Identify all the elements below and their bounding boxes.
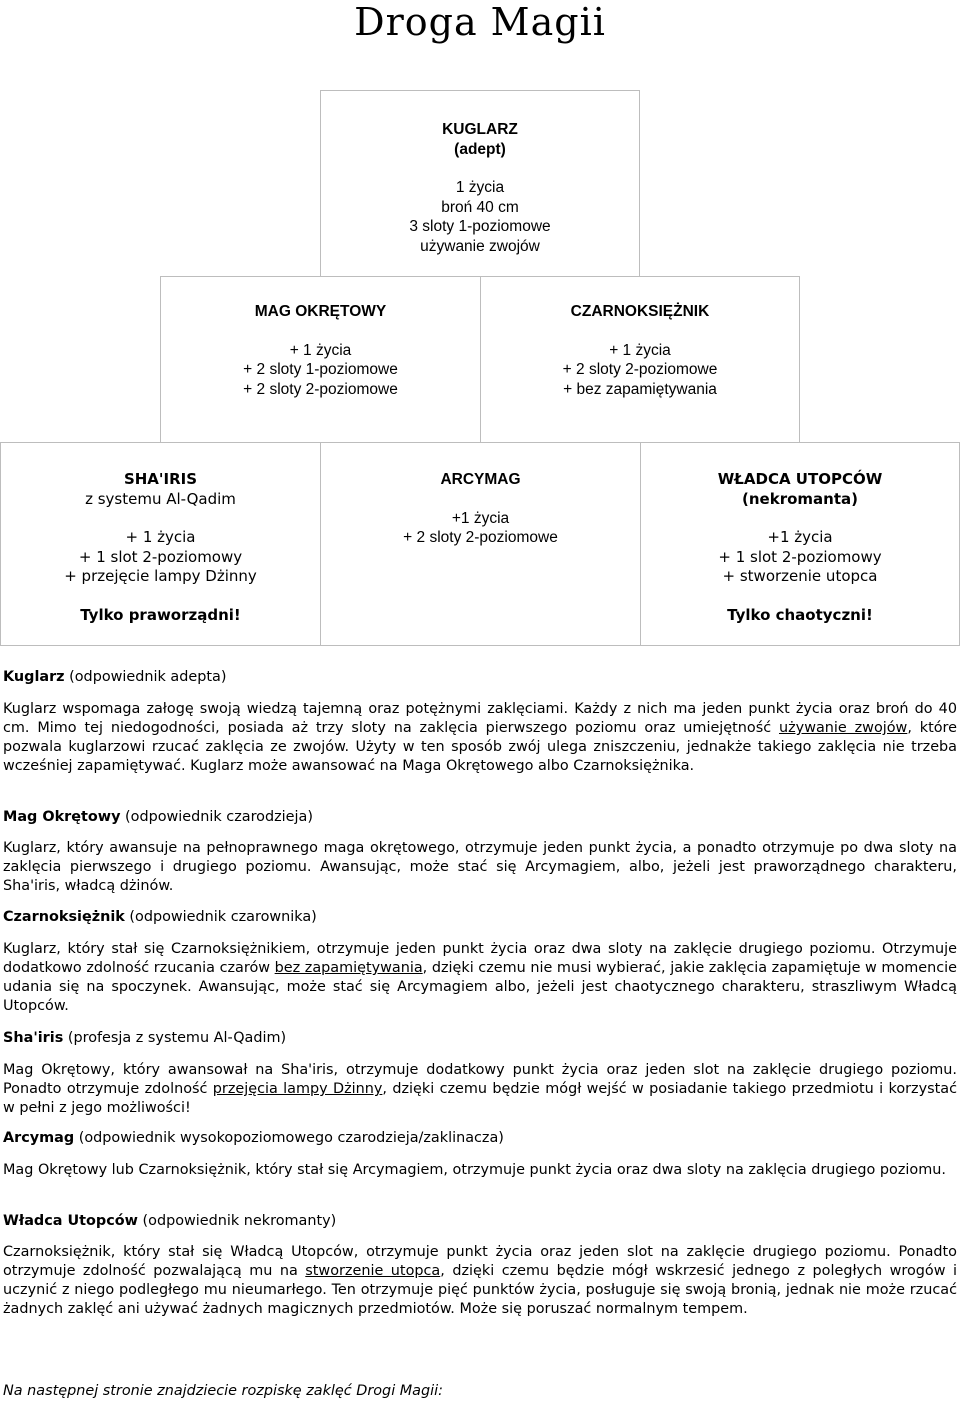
paragraph-text: Kuglarz wspomaga załogę swoją wiedzą tajemną oraz potężnymi zaklęciami. Każdy z nich ma jeden punkt życia oraz broń do 40 cm. Mimo tej niedogodności, posiada aż trzy sloty na zaklęcia pierwszego poziomu oraz umiejętność <box>3 701 957 736</box>
stat-line: + 1 slot 2-poziomowy <box>78 547 243 566</box>
stat-line: broń 40 cm <box>441 198 519 216</box>
stat-line: +1 życia <box>767 528 833 546</box>
section-body-czarnoksieznik <box>3 940 957 1016</box>
stat-line: + 1 życia <box>125 528 196 546</box>
class-name: MAG OKRĘTOWY <box>254 303 387 320</box>
class-box-kuglarz <box>320 90 640 277</box>
heading-name: Sha'iris <box>3 1030 64 1046</box>
stat-line: + 2 sloty 2-poziomowe <box>243 380 398 398</box>
section-body-wladca <box>3 1243 957 1319</box>
alignment-note: Tylko praworządni! <box>80 605 241 624</box>
paragraph-text: , które pozwala kuglarzowi rzucać zaklęcia ze zwojów. Użyty w ten sposób zwój ulega zniszczeniu, jednakże takiego zaklęcia nie trzeba wcześniej zapamiętywać. Kuglarz może awansować na Maga Okrętowego albo Czarnoksiężnika. <box>3 720 958 774</box>
stat-line: + 2 sloty 1-poziomowe <box>243 361 398 378</box>
class-subtitle: z systemu Al-Qadim <box>85 489 236 508</box>
paragraph-text: Czarnoksiężnik, który stał się Władcą Utopców, otrzymuje punkt życia oraz jeden slot na zaklęcie drugiego poziomu. Ponadto otrzymuje zdolność pozwalającą mu na <box>3 1244 957 1279</box>
footer-note: Na następnej stronie znajdziecie rozpiskę zaklęć Drogi Magii: <box>3 1383 443 1399</box>
section-heading-kuglarz <box>3 668 226 687</box>
class-subtitle: (adept) <box>454 140 506 158</box>
paragraph-text: Kuglarz, który awansuje na pełnoprawnego maga okrętowego, otrzymuje jeden punkt życia, a ponadto otrzymuje po dwa sloty na zaklęcia pierwszego i drugiego poziomu. Awansując, może stać się Arcymagiem, albo, jeżeli jest praworządnego charakteru, Sha'iris, władcą dżinów. <box>3 840 957 894</box>
class-name: SHA'IRIS <box>123 470 198 488</box>
ability-link[interactable]: przejęcia lampy Dżinny <box>212 1081 383 1097</box>
stat-line: + 2 sloty 2-poziomowe <box>562 361 718 378</box>
heading-role: (odpowiednik nekromanty) <box>137 1213 337 1229</box>
section-heading-shairis <box>3 1029 286 1048</box>
section-body-shairis <box>3 1061 957 1118</box>
heading-role: (odpowiednik czarownika) <box>124 909 317 925</box>
class-name: ARCYMAG <box>440 471 521 488</box>
ability-link[interactable]: używanie zwojów <box>779 720 908 736</box>
section-heading-mag <box>3 808 313 827</box>
class-box-czarnoksieznik <box>480 276 800 443</box>
paragraph-text: , dzięki czemu będzie mógł wskrzesić jednego z poległych wrogów i uczynić z niego podległego mu nieumarłego. Ten otrzymuje pięć punktów życia, posługuje się swoją bronią, jednak nie może rzucać żadnych zaklęć ani używać żadnych magicznych przedmiotów. Może się poruszać normalnym tempem. <box>3 1263 957 1317</box>
stat-line: + 2 sloty 2-poziomowe <box>403 529 558 546</box>
heading-name: Kuglarz <box>3 669 65 685</box>
class-box-wladca-utopcow <box>640 442 960 646</box>
stat-line: + bez zapamiętywania <box>563 380 717 398</box>
paragraph-text: Kuglarz, który stał się Czarnoksiężnikiem, otrzymuje jeden punkt życia oraz dwa sloty na zaklęcie drugiego poziomu. Otrzymuje dodatkowo zdolność rzucania czarów <box>3 941 957 976</box>
heading-name: Arcymag <box>3 1130 75 1146</box>
section-heading-czarnoksieznik <box>3 908 317 927</box>
section-body-arcymag <box>3 1161 957 1180</box>
heading-role: (odpowiednik adepta) <box>64 669 227 685</box>
heading-name: Czarnoksiężnik <box>3 909 125 925</box>
heading-role: (odpowiednik wysokopoziomowego czarodzieja/zaklinacza) <box>74 1130 504 1146</box>
stat-line: używanie zwojów <box>420 237 540 255</box>
ability-link[interactable]: bez zapamiętywania <box>274 960 423 976</box>
alignment-note: Tylko chaotyczni! <box>727 605 873 624</box>
class-name: KUGLARZ <box>442 121 518 138</box>
class-name: CZARNOKSIĘŻNIK <box>570 303 710 320</box>
class-box-arcymag <box>320 442 641 646</box>
paragraph-text: , dzięki czemu będzie mógł wejść w posiadanie takiego przedmiotu i korzystać w pełni z jego możliwości! <box>3 1081 957 1116</box>
section-body-mag <box>3 839 957 896</box>
section-heading-arcymag <box>3 1129 504 1148</box>
stat-line: + 1 slot 2-poziomowy <box>718 547 882 566</box>
heading-role: (odpowiednik czarodzieja) <box>120 809 313 825</box>
paragraph-text: Mag Okrętowy lub Czarnoksiężnik, który stał się Arcymagiem, otrzymuje punkt życia oraz dwa sloty na zaklęcia drugiego poziomu. <box>3 1162 946 1178</box>
heading-name: Mag Okrętowy <box>3 809 121 825</box>
heading-name: Władca Utopców <box>3 1213 138 1229</box>
paragraph-text: , dzięki czemu nie musi wybierać, jakie zaklęcia zapamiętuje w momencie udania się na spoczynek. Awansując, może stać się Arcymagiem albo, jeżeli jest chaotycznego charakteru, straszliwym Władcą Utopców. <box>3 960 957 1014</box>
section-body-kuglarz <box>3 700 957 776</box>
page-title: Droga Magii <box>354 0 606 44</box>
stat-line: + stworzenie utopca <box>722 567 878 585</box>
ability-link[interactable]: stworzenie utopca <box>305 1263 441 1279</box>
class-name: WŁADCA UTOPCÓW <box>717 470 883 488</box>
class-box-mag-okretowy <box>160 276 481 443</box>
stat-line: + przejęcie lampy Dżinny <box>64 567 257 585</box>
stat-line: + 1 życia <box>609 341 671 359</box>
heading-role: (profesja z systemu Al-Qadim) <box>63 1030 287 1046</box>
class-subtitle: (nekromanta) <box>742 489 858 508</box>
section-heading-wladca <box>3 1212 336 1231</box>
stat-line: + 1 życia <box>289 341 352 359</box>
stat-line: 1 życia <box>455 179 505 196</box>
stat-line: +1 życia <box>451 509 510 527</box>
class-box-shairis <box>0 442 321 646</box>
paragraph-text: Mag Okrętowy, który awansował na Sha'iris, otrzymuje dodatkowy punkt życia oraz jeden slot na zaklęcie drugiego poziomu. Ponadto otrzymuje zdolność <box>3 1062 957 1097</box>
stat-line: 3 sloty 1-poziomowe <box>409 218 551 235</box>
